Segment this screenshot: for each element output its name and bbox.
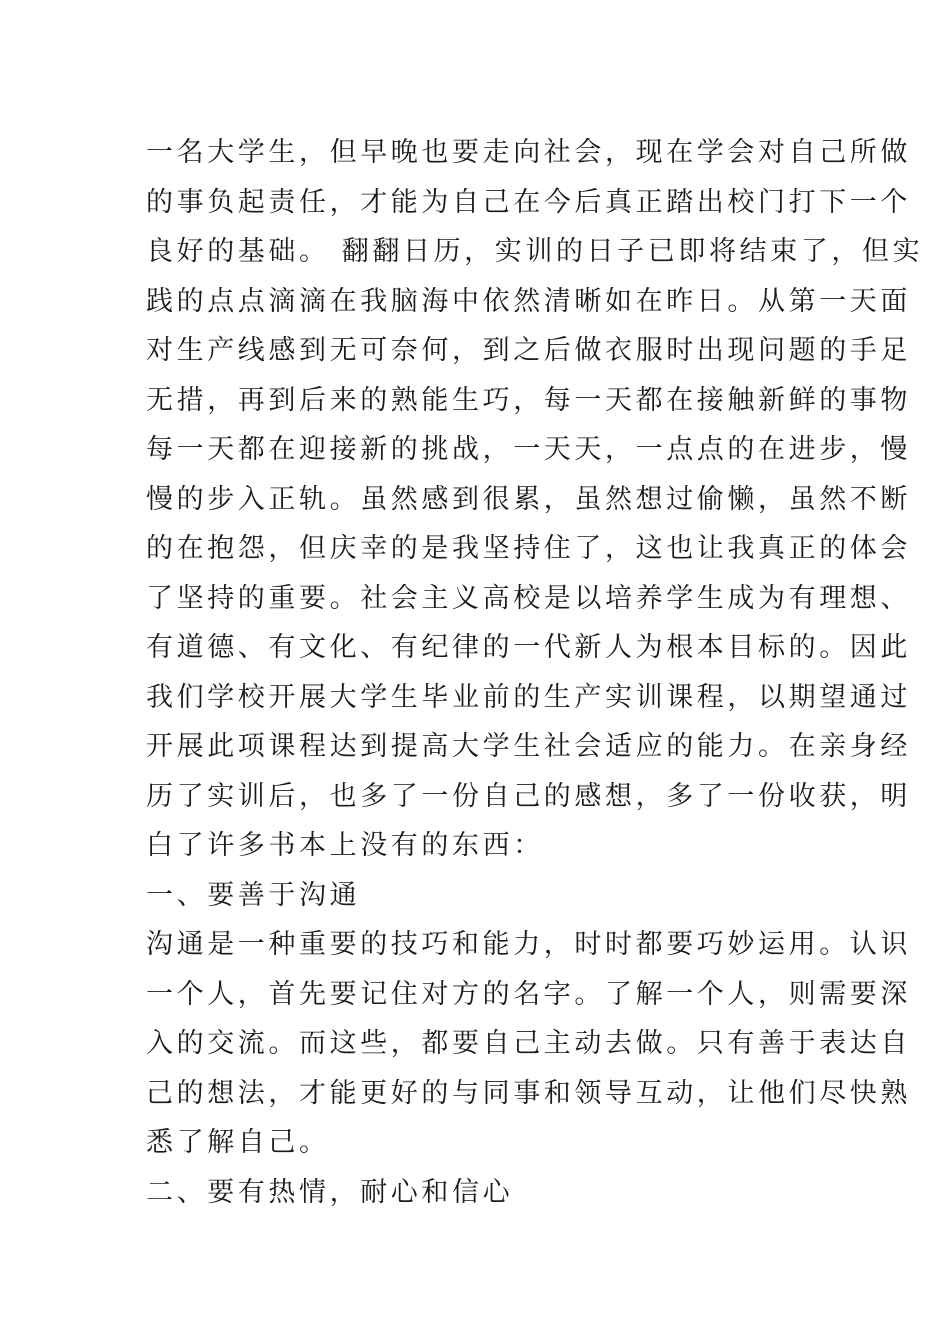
text-line: 历了实训后，也多了一份自己的感想，多了一份收获，明	[146, 780, 911, 812]
text-line: 白了许多书本上没有的东西：	[146, 830, 544, 861]
text-line: 无措，再到后来的熟能生巧，每一天都在接触新鲜的事物	[146, 384, 911, 416]
text-line: 开展此项课程达到提高大学生社会适应的能力。在亲身经	[146, 731, 911, 762]
text-line: 入的交流。而这些，都要自己主动去做。只有善于表达自	[146, 1028, 911, 1059]
body-text	[146, 128, 924, 1217]
text-line: 一个人，首先要记住对方的名字。了解一个人，则需要深	[146, 978, 911, 1010]
text-line: 的事负起责任，才能为自己在今后真正踏出校门打下一个	[146, 186, 911, 218]
text-line: 每一天都在迎接新的挑战，一天天，一点点的在进步，慢	[146, 434, 911, 465]
text-line: 有道德、有文化、有纪律的一代新人为根本目标的。因此	[146, 632, 911, 663]
text-line: 践的点点滴滴在我脑海中依然清晰如在昨日。从第一天面	[146, 285, 911, 317]
text-line: 己的想法，才能更好的与同事和领导互动，让他们尽快熟	[146, 1077, 911, 1109]
text-line: 悉了解自己。	[146, 1127, 330, 1158]
text-line: 了坚持的重要。社会主义高校是以培养学生成为有理想、	[146, 582, 911, 614]
text-line: 的在抱怨，但庆幸的是我坚持住了，这也让我真正的体会	[146, 533, 911, 564]
text-line: 一名大学生，但早晚也要走向社会，现在学会对自己所做	[146, 137, 911, 168]
text-line: 良好的基础。 翻翻日历，实训的日子已即将结束了，但实	[146, 236, 924, 267]
text-line: 我们学校开展大学生毕业前的生产实训课程，以期望通过	[146, 681, 911, 713]
text-line: 慢的步入正轨。虽然感到很累，虽然想过偷懒，虽然不断	[146, 483, 911, 515]
text-line: 沟通是一种重要的技巧和能力，时时都要巧妙运用。认识	[146, 929, 911, 960]
section-heading: 二、要有热情，耐心和信心	[146, 1176, 514, 1208]
section-heading: 一、要善于沟通	[146, 879, 361, 911]
text-line: 对生产线感到无可奈何，到之后做衣服时出现问题的手足	[146, 335, 911, 366]
